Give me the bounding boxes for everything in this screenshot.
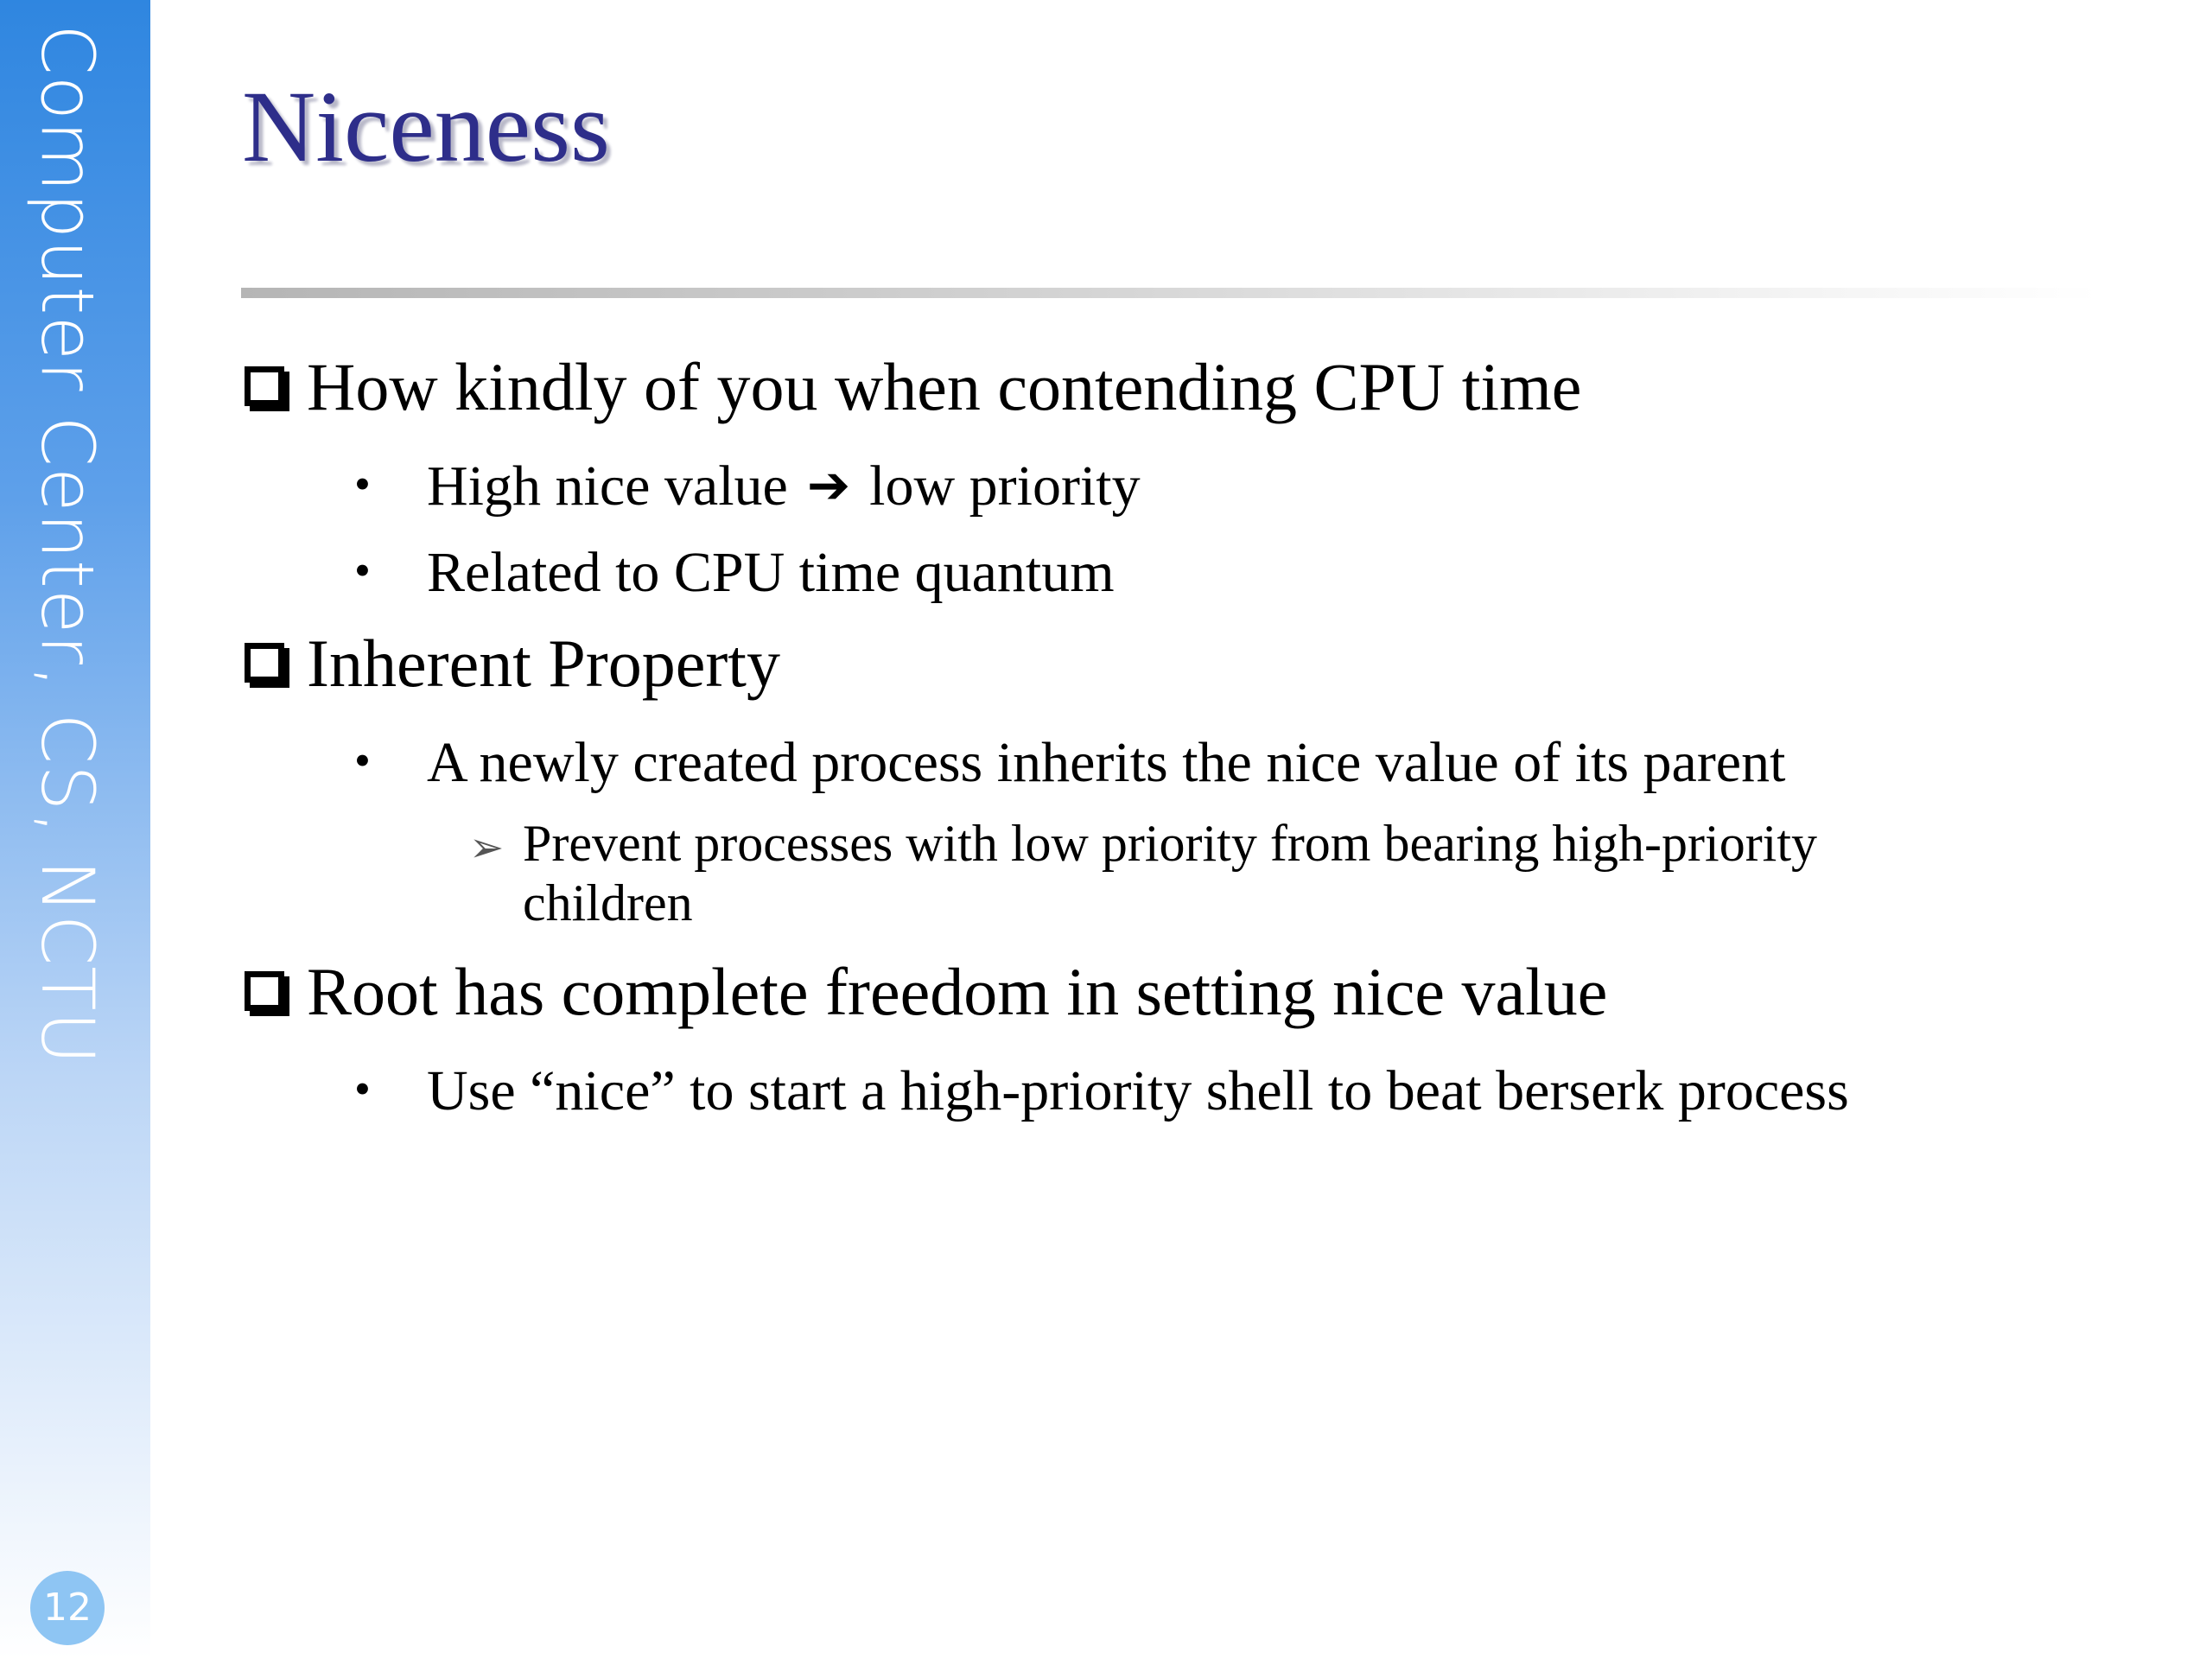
bullet-level1 <box>245 626 780 701</box>
bullet-text: Prevent processes with low priority from bearing high-priority children <box>523 815 1818 931</box>
bullet-level1 <box>245 350 1581 424</box>
bullet-dot-icon: • <box>354 458 371 510</box>
slide-title: Niceness <box>242 70 610 183</box>
bullet-text: Related to CPU time quantum <box>427 541 1115 604</box>
bullet-text: A newly created process inherits the nice value of its parent <box>427 731 1786 794</box>
bullet-text: High nice value <box>427 454 788 518</box>
checkbox-icon <box>245 971 284 1011</box>
bullet-level2 <box>354 732 1785 795</box>
bullet-level1 <box>245 955 1607 1029</box>
bullet-dot-icon: • <box>354 734 371 786</box>
bullet-level2 <box>354 455 1141 518</box>
bullet-level3 <box>469 814 1992 933</box>
checkbox-icon <box>245 366 284 406</box>
sidebar-org-text: Computer Center, CS, NCTU <box>25 24 110 1066</box>
bullet-level2 <box>354 542 1115 605</box>
page-number-badge: 12 <box>30 1571 105 1645</box>
title-divider <box>241 288 2099 298</box>
right-arrow-icon: ➔ <box>806 455 851 516</box>
bullet-text: Use “nice” to start a high-priority shell to beat berserk process <box>427 1059 1849 1122</box>
bullet-dot-icon: • <box>354 544 371 596</box>
bullet-text: How kindly of you when contending CPU time <box>307 349 1582 424</box>
checkbox-icon <box>245 643 284 683</box>
sidebar <box>0 0 150 1659</box>
bullet-text: Inherent Property <box>307 626 780 701</box>
bullet-text: Root has complete freedom in setting nice value <box>307 954 1608 1029</box>
bullet-dot-icon: • <box>354 1063 371 1115</box>
bullet-text: low priority <box>869 454 1141 518</box>
arrowhead-bullet-icon: ➢ <box>469 823 505 872</box>
bullet-level2 <box>354 1060 1849 1123</box>
